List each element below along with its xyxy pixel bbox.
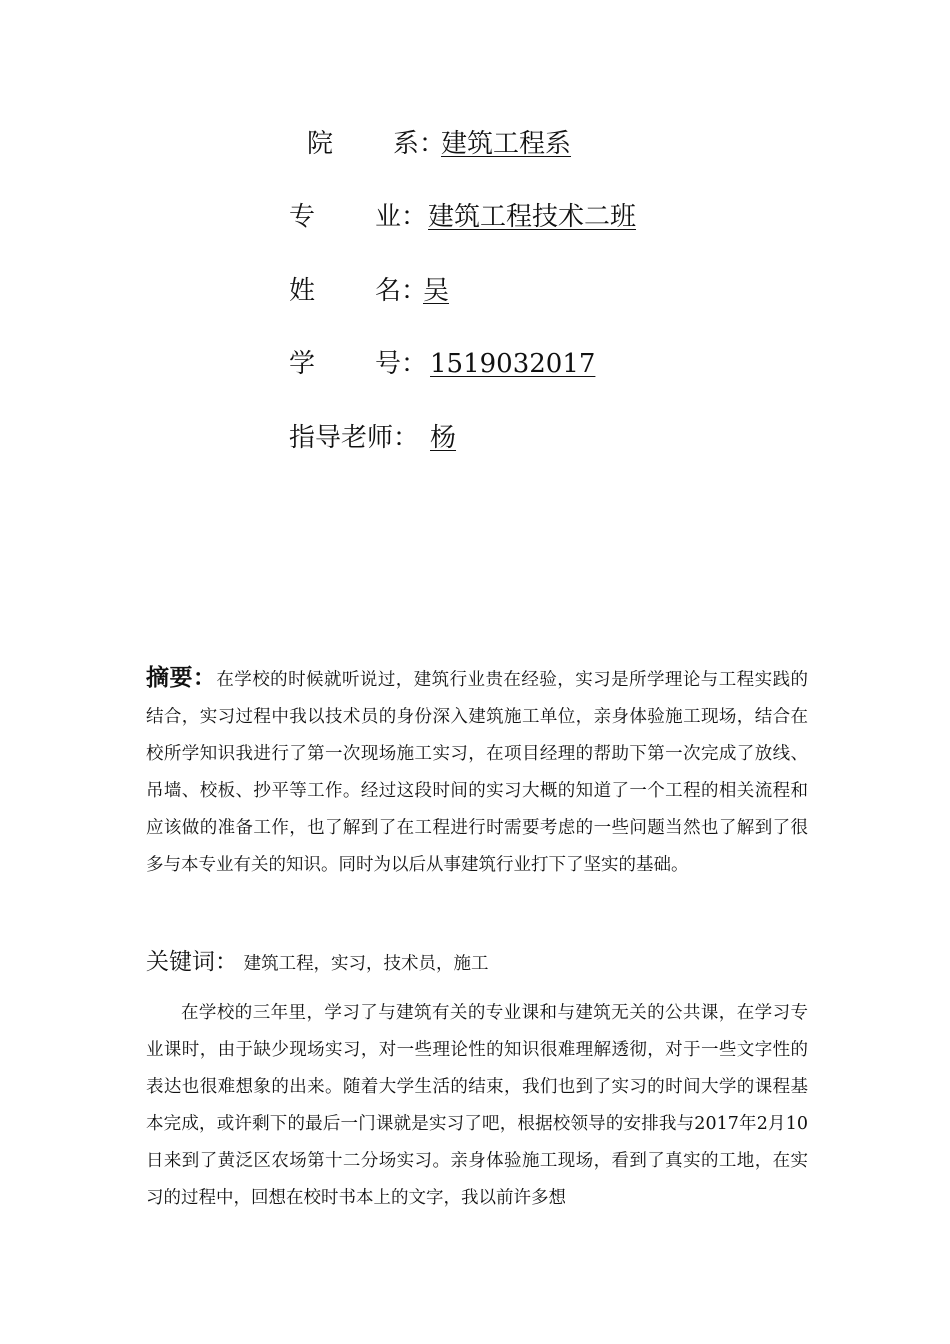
advisor-label: 指导老师： [289, 423, 420, 453]
name-label-a: 姓 [289, 276, 316, 306]
keywords-heading: 关键词： [146, 949, 238, 975]
department-label-a: 院 [307, 129, 334, 159]
student-id-value: 1519032017 [430, 349, 596, 379]
student-id-label-a: 学 [289, 349, 316, 379]
department-label-b: 系： [393, 129, 446, 159]
major-label-b: 业： [375, 202, 428, 232]
advisor-value: 杨 [430, 423, 457, 453]
abstract-paragraph [146, 660, 808, 884]
abstract-text: 在学校的时候就听说过，建筑行业贵在经验，实习是所学理论与工程实践的结合，实习过程中我以技术员的身份深入建筑施工单位，亲身体验施工现场，结合在校所学知识我进行了第一次现场施工实习，在项目经理的帮助下第一次完成了放线、吊墙、校板、抄平等工作。经过这段时间的实习大概的知道了一个工程的相关流程和应该做的准备工作，也了解到了在工程进行时需要考虑的一些问题当然也了解到了很多与本专业有关的知识。同时为以后从事建筑行业打下了坚实的基础。 [146, 670, 809, 875]
student-id-label-b: 号： [375, 349, 428, 379]
major-value: 建筑工程技术二班 [428, 202, 637, 232]
body-paragraph: 在学校的三年里，学习了与建筑有关的专业课和与建筑无关的公共课，在学习专业课时，由于缺少现场实习，对一些理论性的知识很难理解透彻，对于一些文字性的表达也很难想象的出来。随着大学生活的结束，我们也到了实习的时间大学的课程基本完成，或许剩下的最后一门课就是实习了吧，根据校领导的安排我与2017年2月10日来到了黄泛区农场第十二分场实习。亲身体验施工现场，看到了真实的工地，在实习的过程中，回想在校时书本上的文字，我以前许多想 [146, 1003, 808, 1208]
major-label-a: 专 [289, 202, 316, 232]
department-value: 建筑工程系 [441, 129, 572, 159]
name-value: 吴 [423, 276, 450, 306]
keywords-text: 建筑工程，实习，技术员，施工 [238, 954, 489, 974]
keywords-line [146, 944, 808, 983]
abstract-heading: 摘要： [146, 665, 217, 691]
name-label-b: 名： [375, 276, 428, 306]
